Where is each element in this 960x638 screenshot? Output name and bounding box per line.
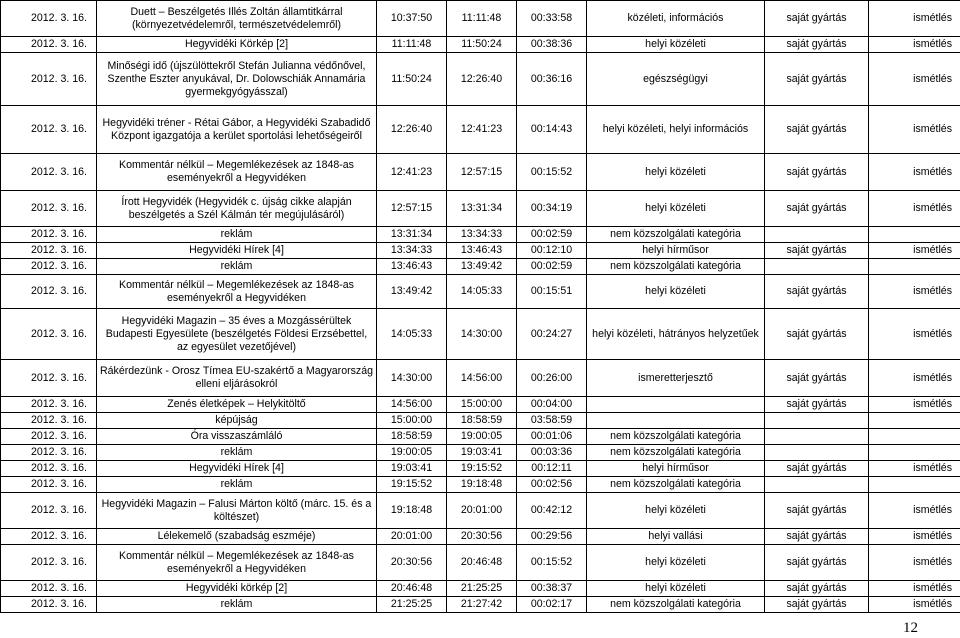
duration-cell: 00:38:36 [517,37,587,53]
repeat-cell: ismétlés [869,53,960,106]
genre-cell: nem közszolgálati kategória [587,445,765,461]
date-cell: 2012. 3. 16. [1,53,97,106]
repeat-cell [869,259,960,275]
repeat-cell [869,445,960,461]
schedule-row [1,243,960,259]
date-cell: 2012. 3. 16. [1,397,97,413]
repeat-cell: ismétlés [869,309,960,360]
page-number: 12 [903,620,918,636]
duration-cell: 00:02:59 [517,227,587,243]
duration-cell: 03:58:59 [517,413,587,429]
schedule-row [1,477,960,493]
genre-cell: nem közszolgálati kategória [587,429,765,445]
date-cell: 2012. 3. 16. [1,154,97,191]
schedule-row [1,227,960,243]
repeat-cell: ismétlés [869,581,960,597]
genre-cell [587,397,765,413]
duration-cell: 00:15:51 [517,275,587,309]
genre-cell: ismeretterjesztő [587,360,765,397]
origin-cell: saját gyártás [765,243,869,259]
program-title-cell: reklám [97,259,377,275]
schedule-row [1,493,960,529]
end-time-cell: 12:57:15 [447,154,517,191]
genre-cell: helyi közéleti [587,275,765,309]
origin-cell: saját gyártás [765,154,869,191]
program-title-cell: Hegyvidéki Magazin – Falusi Márton költő (márc. 15. és a költészet) [97,493,377,529]
start-time-cell: 20:30:56 [377,545,447,581]
duration-cell: 00:15:52 [517,545,587,581]
date-cell: 2012. 3. 16. [1,309,97,360]
genre-cell: helyi közéleti [587,545,765,581]
schedule-row [1,37,960,53]
start-time-cell: 12:26:40 [377,106,447,154]
duration-cell: 00:36:16 [517,53,587,106]
start-time-cell: 20:46:48 [377,581,447,597]
program-title-cell: reklám [97,445,377,461]
genre-cell: egészségügyi [587,53,765,106]
genre-cell: nem közszolgálati kategória [587,477,765,493]
origin-cell [765,477,869,493]
date-cell: 2012. 3. 16. [1,1,97,37]
start-time-cell: 12:41:23 [377,154,447,191]
repeat-cell [869,477,960,493]
start-time-cell: 19:03:41 [377,461,447,477]
repeat-cell: ismétlés [869,191,960,227]
origin-cell: saját gyártás [765,545,869,581]
duration-cell: 00:03:36 [517,445,587,461]
origin-cell: saját gyártás [765,397,869,413]
genre-cell: nem közszolgálati kategória [587,259,765,275]
origin-cell: saját gyártás [765,493,869,529]
schedule-row [1,275,960,309]
program-title-cell: Írott Hegyvidék (Hegyvidék c. újság cikke alapján beszélgetés a Szél Kálmán tér megújulásáról) [97,191,377,227]
date-cell: 2012. 3. 16. [1,597,97,613]
end-time-cell: 21:25:25 [447,581,517,597]
duration-cell: 00:02:56 [517,477,587,493]
repeat-cell [869,227,960,243]
start-time-cell: 15:00:00 [377,413,447,429]
origin-cell: saját gyártás [765,37,869,53]
duration-cell: 00:38:37 [517,581,587,597]
schedule-row [1,597,960,613]
start-time-cell: 11:11:48 [377,37,447,53]
start-time-cell: 11:50:24 [377,53,447,106]
start-time-cell: 13:31:34 [377,227,447,243]
program-title-cell: Hegyvidéki Hírek [4] [97,461,377,477]
start-time-cell: 10:37:50 [377,1,447,37]
start-time-cell: 21:25:25 [377,597,447,613]
duration-cell: 00:33:58 [517,1,587,37]
date-cell: 2012. 3. 16. [1,477,97,493]
date-cell: 2012. 3. 16. [1,581,97,597]
origin-cell [765,413,869,429]
end-time-cell: 19:03:41 [447,445,517,461]
date-cell: 2012. 3. 16. [1,429,97,445]
genre-cell: helyi közéleti [587,37,765,53]
genre-cell: helyi közéleti [587,581,765,597]
date-cell: 2012. 3. 16. [1,243,97,259]
schedule-row [1,53,960,106]
program-title-cell: Minőségi idő (újszülöttekről Stefán Julianna védőnővel, Szenthe Eszter anyukával, Dr. Dolowschiák Annamária gyermekgyógyásszal) [97,53,377,106]
duration-cell: 00:01:06 [517,429,587,445]
date-cell: 2012. 3. 16. [1,191,97,227]
repeat-cell [869,429,960,445]
origin-cell: saját gyártás [765,597,869,613]
program-title-cell: Rákérdezünk - Orosz Tímea EU-szakértő a Magyarország elleni eljárásokról [97,360,377,397]
date-cell: 2012. 3. 16. [1,37,97,53]
origin-cell: saját gyártás [765,191,869,227]
repeat-cell: ismétlés [869,106,960,154]
program-title-cell: Hegyvidéki Körkép [2] [97,37,377,53]
end-time-cell: 12:26:40 [447,53,517,106]
end-time-cell: 11:50:24 [447,37,517,53]
duration-cell: 00:24:27 [517,309,587,360]
genre-cell: nem közszolgálati kategória [587,227,765,243]
end-time-cell: 21:27:42 [447,597,517,613]
origin-cell [765,259,869,275]
program-title-cell: Zenés életképek – Helykitöltő [97,397,377,413]
date-cell: 2012. 3. 16. [1,445,97,461]
start-time-cell: 14:30:00 [377,360,447,397]
duration-cell: 00:26:00 [517,360,587,397]
start-time-cell: 19:18:48 [377,493,447,529]
origin-cell: saját gyártás [765,53,869,106]
genre-cell: nem közszolgálati kategória [587,597,765,613]
end-time-cell: 20:46:48 [447,545,517,581]
origin-cell: saját gyártás [765,309,869,360]
end-time-cell: 18:58:59 [447,413,517,429]
date-cell: 2012. 3. 16. [1,275,97,309]
repeat-cell: ismétlés [869,360,960,397]
genre-cell: helyi hírműsor [587,243,765,259]
repeat-cell: ismétlés [869,597,960,613]
repeat-cell: ismétlés [869,397,960,413]
duration-cell: 00:14:43 [517,106,587,154]
end-time-cell: 14:05:33 [447,275,517,309]
repeat-cell: ismétlés [869,545,960,581]
genre-cell: közéleti, információs [587,1,765,37]
schedule-row [1,309,960,360]
repeat-cell: ismétlés [869,243,960,259]
end-time-cell: 19:00:05 [447,429,517,445]
date-cell: 2012. 3. 16. [1,360,97,397]
origin-cell [765,227,869,243]
program-title-cell: Hegyvidéki tréner - Rétai Gábor, a Hegyvidéki Szabadidő Központ igazgatója a kerület sportolási lehetőségeiről [97,106,377,154]
end-time-cell: 14:30:00 [447,309,517,360]
genre-cell: helyi közéleti [587,493,765,529]
duration-cell: 00:42:12 [517,493,587,529]
date-cell: 2012. 3. 16. [1,413,97,429]
program-title-cell: reklám [97,597,377,613]
start-time-cell: 14:05:33 [377,309,447,360]
schedule-row [1,154,960,191]
genre-cell: helyi közéleti, helyi információs [587,106,765,154]
duration-cell: 00:02:17 [517,597,587,613]
duration-cell: 00:34:19 [517,191,587,227]
duration-cell: 00:04:00 [517,397,587,413]
repeat-cell: ismétlés [869,493,960,529]
schedule-row [1,413,960,429]
program-title-cell: Lélekemelő (szabadság eszméje) [97,529,377,545]
end-time-cell: 15:00:00 [447,397,517,413]
end-time-cell: 12:41:23 [447,106,517,154]
end-time-cell: 19:15:52 [447,461,517,477]
program-title-cell: Duett – Beszélgetés Illés Zoltán államtitkárral (környezetvédelemről, természetvédelemről) [97,1,377,37]
genre-cell [587,413,765,429]
program-title-cell: Hegyvidéki Hírek [4] [97,243,377,259]
start-time-cell: 19:00:05 [377,445,447,461]
schedule-row [1,461,960,477]
start-time-cell: 18:58:59 [377,429,447,445]
date-cell: 2012. 3. 16. [1,545,97,581]
program-title-cell: Kommentár nélkül – Megemlékezések az 1848-as eseményekről a Hegyvidéken [97,275,377,309]
origin-cell: saját gyártás [765,529,869,545]
repeat-cell: ismétlés [869,1,960,37]
start-time-cell: 12:57:15 [377,191,447,227]
repeat-cell [869,413,960,429]
duration-cell: 00:15:52 [517,154,587,191]
end-time-cell: 19:18:48 [447,477,517,493]
genre-cell: helyi hírműsor [587,461,765,477]
program-title-cell: Kommentár nélkül – Megemlékezések az 1848-as eseményekről a Hegyvidéken [97,545,377,581]
date-cell: 2012. 3. 16. [1,227,97,243]
repeat-cell: ismétlés [869,37,960,53]
date-cell: 2012. 3. 16. [1,106,97,154]
schedule-row [1,397,960,413]
genre-cell: helyi közéleti, hátrányos helyzetűek [587,309,765,360]
schedule-row [1,445,960,461]
start-time-cell: 14:56:00 [377,397,447,413]
schedule-row [1,259,960,275]
program-title-cell: reklám [97,477,377,493]
schedule-row [1,1,960,37]
program-title-cell: reklám [97,227,377,243]
duration-cell: 00:29:56 [517,529,587,545]
program-title-cell: Hegyvidéki Magazin – 35 éves a Mozgássérültek Budapesti Egyesülete (beszélgetés Földesi Erzsébettel, az egyesület vezetőjével) [97,309,377,360]
origin-cell [765,429,869,445]
repeat-cell: ismétlés [869,461,960,477]
origin-cell: saját gyártás [765,581,869,597]
schedule-row [1,581,960,597]
program-title-cell: Hegyvidéki körkép [2] [97,581,377,597]
date-cell: 2012. 3. 16. [1,461,97,477]
genre-cell: helyi közéleti [587,191,765,227]
date-cell: 2012. 3. 16. [1,529,97,545]
repeat-cell: ismétlés [869,275,960,309]
origin-cell: saját gyártás [765,360,869,397]
end-time-cell: 20:01:00 [447,493,517,529]
origin-cell: saját gyártás [765,1,869,37]
end-time-cell: 14:56:00 [447,360,517,397]
start-time-cell: 13:34:33 [377,243,447,259]
repeat-cell: ismétlés [869,154,960,191]
end-time-cell: 13:34:33 [447,227,517,243]
start-time-cell: 13:46:43 [377,259,447,275]
origin-cell: saját gyártás [765,106,869,154]
end-time-cell: 20:30:56 [447,529,517,545]
program-title-cell: képújság [97,413,377,429]
end-time-cell: 13:31:34 [447,191,517,227]
genre-cell: helyi közéleti [587,154,765,191]
duration-cell: 00:12:11 [517,461,587,477]
origin-cell [765,445,869,461]
origin-cell: saját gyártás [765,275,869,309]
schedule-row [1,360,960,397]
program-title-cell: Kommentár nélkül – Megemlékezések az 1848-as eseményekről a Hegyvidéken [97,154,377,191]
schedule-row [1,191,960,227]
start-time-cell: 20:01:00 [377,529,447,545]
start-time-cell: 13:49:42 [377,275,447,309]
schedule-row [1,106,960,154]
duration-cell: 00:12:10 [517,243,587,259]
end-time-cell: 13:49:42 [447,259,517,275]
date-cell: 2012. 3. 16. [1,493,97,529]
start-time-cell: 19:15:52 [377,477,447,493]
duration-cell: 00:02:59 [517,259,587,275]
repeat-cell: ismétlés [869,529,960,545]
schedule-row [1,529,960,545]
program-title-cell: Óra visszaszámláló [97,429,377,445]
end-time-cell: 13:46:43 [447,243,517,259]
end-time-cell: 11:11:48 [447,1,517,37]
date-cell: 2012. 3. 16. [1,259,97,275]
genre-cell: helyi vallási [587,529,765,545]
origin-cell: saját gyártás [765,461,869,477]
schedule-row [1,429,960,445]
schedule-row [1,545,960,581]
